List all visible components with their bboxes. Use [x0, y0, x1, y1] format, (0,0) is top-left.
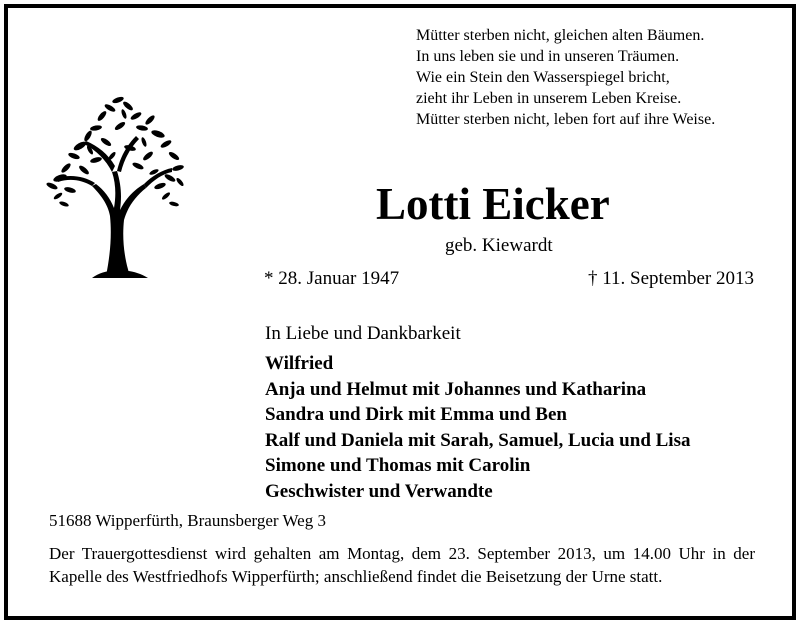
dedication-line: In Liebe und Dankbarkeit	[265, 323, 461, 344]
poem-line: Wie ein Stein den Wasserspiegel bricht,	[416, 69, 670, 86]
tree-icon	[40, 86, 190, 286]
funeral-service-notice: Der Trauergottesdienst wird gehalten am Montag, dem 23. September 2013, um 14.00 Uhr in der Kapelle des Westfriedhofs Wipperfürth; anschließend findet die Beisetzung der Urne statt.	[49, 544, 755, 586]
mourner-entry: Geschwister und Verwandte	[265, 480, 493, 502]
poem-line: Mütter sterben nicht, leben fort auf ihre Weise.	[416, 111, 716, 128]
mourner-entry: Ralf und Daniela mit Sarah, Samuel, Lucia und Lisa	[265, 429, 691, 451]
deceased-name: Lotti Eicker	[376, 179, 610, 229]
poem-line: Mütter sterben nicht, gleichen alten Bäumen.	[416, 27, 705, 44]
death-date: † 11. September 2013	[587, 268, 754, 289]
maiden-name: geb. Kiewardt	[445, 235, 553, 256]
mourner-entry: Anja und Helmut mit Johannes und Katharina	[265, 378, 647, 400]
mourners-list	[265, 351, 690, 504]
mourner-entry: Wilfried	[265, 353, 334, 374]
memorial-poem	[416, 25, 715, 130]
obituary-notice	[4, 4, 796, 620]
poem-line: In uns leben sie und in unseren Träumen.	[416, 48, 680, 65]
birth-date: * 28. Januar 1947	[264, 268, 400, 289]
mourner-entry: Simone und Thomas mit Carolin	[265, 455, 531, 476]
mourner-entry: Sandra und Dirk mit Emma und Ben	[265, 404, 567, 425]
poem-line: zieht ihr Leben in unserem Leben Kreise.	[416, 90, 682, 107]
family-address: 51688 Wipperfürth, Braunsberger Weg 3	[49, 511, 326, 530]
